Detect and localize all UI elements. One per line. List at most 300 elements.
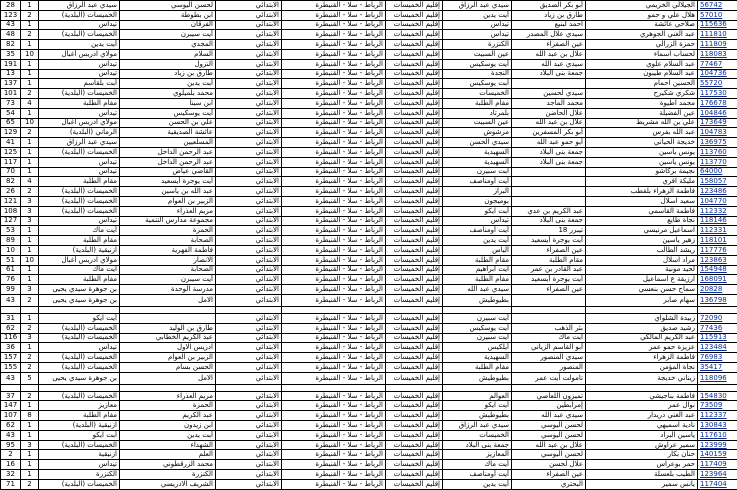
- commune-cell: الكنزرة: [39, 470, 120, 480]
- score-cell: 99: [1, 285, 21, 295]
- delegation-cell: إقليم الخميسات: [386, 470, 443, 480]
- score-cell: 116: [1, 333, 21, 343]
- delegation-cell: إقليم الخميسات: [386, 343, 443, 353]
- target-school-cell: محمد بلميلوي: [120, 89, 216, 99]
- code-cell: 2: [21, 30, 39, 40]
- origin-school-cell: جمعة بنى البلاد: [512, 147, 586, 157]
- employee-name-cell: يانس سمير: [586, 479, 698, 489]
- origin-school-cell: [512, 294, 586, 306]
- table-row: [1, 306, 737, 313]
- delegation-cell: إقليم الخميسات: [386, 147, 443, 157]
- region-cell: الرباط - سلا - القنيطرة: [282, 275, 386, 285]
- delegation-cell: إقليم الخميسات: [386, 372, 443, 384]
- target-school-cell: السلام: [120, 49, 216, 59]
- region-cell: الرباط - سلا - القنيطرة: [282, 226, 386, 236]
- region-cell: الرباط - سلا - القنيطرة: [282, 479, 386, 489]
- origin-school-cell: عبد الكريم بن عدي: [512, 206, 586, 216]
- origin-school-cell: علال لحسن: [512, 460, 586, 470]
- locality-cell: سيدي عبد الرزاق: [443, 1, 512, 11]
- target-school-cell: عبد الرحمن الداخل: [120, 157, 216, 167]
- record-id-cell[interactable]: 117404: [698, 479, 737, 489]
- target-school-cell: الزبير بن العوام: [120, 353, 216, 363]
- employee-name-cell: اسماعيل مرنيسي: [586, 226, 698, 236]
- delegation-cell: إقليم الخميسات: [386, 245, 443, 255]
- region-cell: الرباط - سلا - القنيطرة: [282, 187, 386, 197]
- origin-school-cell: عين الصفراء: [512, 470, 586, 480]
- origin-school-cell: [512, 187, 586, 197]
- region-cell: [282, 306, 386, 313]
- table-row: [1, 265, 737, 275]
- locality-cell: بوميجون: [443, 196, 512, 206]
- level-cell: الابتدائي: [216, 79, 282, 89]
- record-id-cell[interactable]: 123999: [698, 440, 737, 450]
- record-id-cell[interactable]: 56742: [698, 1, 737, 11]
- level-cell: الابتدائي: [216, 118, 282, 128]
- delegation-cell: إقليم الخميسات: [386, 177, 443, 187]
- target-school-cell: محمد الزرقطوني: [120, 460, 216, 470]
- record-id-cell[interactable]: 64000: [698, 167, 737, 177]
- record-id-cell[interactable]: 35417: [698, 362, 737, 372]
- level-cell: الابتدائي: [216, 98, 282, 108]
- record-id-cell[interactable]: 154830: [698, 391, 737, 401]
- commune-cell: تيداس: [39, 216, 120, 226]
- employee-name-cell: نجاة طايع: [586, 216, 698, 226]
- table-row: [1, 79, 737, 89]
- delegation-cell: إقليم الخميسات: [386, 89, 443, 99]
- table-row: [1, 343, 737, 353]
- origin-school-cell: احمد لبنيع: [512, 20, 586, 30]
- score-cell: 123: [1, 10, 21, 20]
- table-row: [1, 333, 737, 343]
- table-body: [1, 1, 737, 490]
- score-cell: 127: [1, 216, 21, 226]
- score-cell: 62: [1, 421, 21, 431]
- record-id-cell[interactable]: 113760: [698, 147, 737, 157]
- table-row: [1, 255, 737, 265]
- origin-school-cell: بئر الذهب: [512, 323, 586, 333]
- score-cell: 71: [1, 479, 21, 489]
- employee-name-cell: ريشد الطالب: [586, 245, 698, 255]
- target-school-cell: العلم: [120, 450, 216, 460]
- record-id-cell[interactable]: 118101: [698, 236, 737, 246]
- origin-school-cell: أبو بكر الصديق: [512, 1, 586, 11]
- level-cell: الابتدائي: [216, 343, 282, 353]
- target-school-cell: أيت يوسكيس: [120, 108, 216, 118]
- record-id-cell[interactable]: 104783: [698, 128, 737, 138]
- record-id-cell[interactable]: 123964: [698, 470, 737, 480]
- origin-school-cell: لحسن اليوسي: [512, 430, 586, 440]
- commune-cell: مقام الطلبة: [39, 275, 120, 285]
- region-cell: الرباط - سلا - القنيطرة: [282, 108, 386, 118]
- record-id-cell[interactable]: 117530: [698, 89, 737, 99]
- region-cell: الرباط - سلا - القنيطرة: [282, 89, 386, 99]
- target-school-cell: فاطمة الفهرية: [120, 245, 216, 255]
- region-cell: الرباط - سلا - القنيطرة: [282, 30, 386, 40]
- employee-name-cell: عبد السلام طيبون: [586, 69, 698, 79]
- record-id-cell[interactable]: 154948: [698, 265, 737, 275]
- record-id-cell[interactable]: 55720: [698, 79, 737, 89]
- region-cell: الرباط - سلا - القنيطرة: [282, 440, 386, 450]
- origin-school-cell: مقام الطلبة: [512, 255, 586, 265]
- record-id-cell[interactable]: 118096: [698, 372, 737, 384]
- record-id-cell[interactable]: 123486: [698, 187, 737, 197]
- region-cell: الرباط - سلا - القنيطرة: [282, 401, 386, 411]
- origin-school-cell: أبو حمو عبد الله: [512, 138, 586, 148]
- region-cell: الرباط - سلا - القنيطرة: [282, 245, 386, 255]
- delegation-cell: إقليم الخميسات: [386, 138, 443, 148]
- record-id-cell[interactable]: 117776: [698, 245, 737, 255]
- level-cell: الابتدائي: [216, 147, 282, 157]
- record-id-cell[interactable]: 118083: [698, 49, 737, 59]
- locality-cell: عين السبيت: [443, 118, 512, 128]
- table-row: [1, 450, 737, 460]
- score-cell: 2: [1, 450, 21, 460]
- employee-name-cell: فاطمة القاسمي: [586, 206, 698, 216]
- table-row: [1, 226, 737, 236]
- target-school-cell: النزول: [120, 59, 216, 69]
- score-cell: 82: [1, 177, 21, 187]
- score-cell: 43: [1, 20, 21, 30]
- record-id-cell[interactable]: 117610: [698, 430, 737, 440]
- delegation-cell: إقليم الخميسات: [386, 79, 443, 89]
- record-id-cell[interactable]: 113770: [698, 157, 737, 167]
- record-id-cell[interactable]: 140159: [698, 450, 737, 460]
- employee-name-cell: عين الفضيلة: [586, 108, 698, 118]
- record-id-cell[interactable]: 118146: [698, 216, 737, 226]
- employee-name-cell: سعيد اسلال: [586, 196, 698, 206]
- origin-school-cell: تامولت أيت عمر: [512, 372, 586, 384]
- locality-cell: أيت يدين: [443, 236, 512, 246]
- score-cell: 191: [1, 59, 21, 69]
- employee-name-cell: حنان بكار: [586, 450, 698, 460]
- record-id-cell[interactable]: 76983: [698, 353, 737, 363]
- delegation-cell: إقليم الخميسات: [386, 391, 443, 401]
- employee-name-cell: يونس ياسين: [586, 147, 698, 157]
- region-cell: [282, 384, 386, 391]
- code-cell: 10: [21, 49, 39, 59]
- level-cell: الابتدائي: [216, 265, 282, 275]
- code-cell: 1: [21, 69, 39, 79]
- level-cell: الابتدائي: [216, 440, 282, 450]
- table-row: [1, 138, 737, 148]
- score-cell: 32: [1, 470, 21, 480]
- region-cell: الرباط - سلا - القنيطرة: [282, 167, 386, 177]
- region-cell: الرباط - سلا - القنيطرة: [282, 69, 386, 79]
- commune-cell: أيت يدين: [39, 40, 120, 50]
- commune-cell: مقام الطلبة: [39, 236, 120, 246]
- origin-school-cell: سيدي عبد الله: [512, 411, 586, 421]
- target-school-cell: ابن سينا: [120, 98, 216, 108]
- commune-cell: الخميسات (البلدية): [39, 391, 120, 401]
- locality-cell: [443, 306, 512, 313]
- table-row: [1, 89, 737, 99]
- level-cell: الابتدائي: [216, 245, 282, 255]
- employee-name-cell: [586, 306, 698, 313]
- commune-cell: الخميسات (البلدية): [39, 196, 120, 206]
- target-school-cell: عائشة الصديقية: [120, 128, 216, 138]
- origin-school-cell: [512, 196, 586, 206]
- level-cell: الابتدائي: [216, 40, 282, 50]
- delegation-cell: إقليم الخميسات: [386, 362, 443, 372]
- origin-school-cell: عين الصفراء: [512, 285, 586, 295]
- record-id-cell[interactable]: 112331: [698, 226, 737, 236]
- level-cell: الابتدائي: [216, 313, 282, 323]
- table-row: [1, 59, 737, 69]
- delegation-cell: إقليم الخميسات: [386, 275, 443, 285]
- code-cell: 1: [21, 79, 39, 89]
- record-id-cell[interactable]: 77467: [698, 59, 737, 69]
- score-cell: 61: [1, 265, 21, 275]
- locality-cell: بطيوطيش: [443, 372, 512, 384]
- code-cell: 1: [21, 108, 39, 118]
- locality-cell: مقام الطلبة: [443, 275, 512, 285]
- locality-cell: أيت ايكو: [443, 401, 512, 411]
- record-id-cell[interactable]: 104846: [698, 108, 737, 118]
- score-cell: 108: [1, 206, 21, 216]
- score-cell: 31: [1, 313, 21, 323]
- locality-cell: سيدي عبد الله: [443, 285, 512, 295]
- delegation-cell: [386, 384, 443, 391]
- score-cell: 125: [1, 147, 21, 157]
- locality-cell: مقام الطلبة: [443, 255, 512, 265]
- origin-school-cell: [512, 79, 586, 89]
- record-id-cell[interactable]: 176678: [698, 98, 737, 108]
- locality-cell: أيت أومناصف: [443, 470, 512, 480]
- level-cell: الابتدائي: [216, 128, 282, 138]
- record-id-cell[interactable]: 115636: [698, 20, 737, 30]
- locality-cell: أيت يوسكيس: [443, 59, 512, 69]
- origin-school-cell: [512, 384, 586, 391]
- commune-cell: الخميسات (البلدية): [39, 30, 120, 40]
- score-cell: 37: [1, 391, 21, 401]
- locality-cell: البراز: [443, 187, 512, 197]
- delegation-cell: إقليم الخميسات: [386, 1, 443, 11]
- region-cell: الرباط - سلا - القنيطرة: [282, 138, 386, 148]
- code-cell: 1: [21, 245, 39, 255]
- level-cell: الابتدائي: [216, 333, 282, 343]
- table-row: [1, 440, 737, 450]
- code-cell: 1: [21, 138, 39, 148]
- code-cell: 3: [21, 440, 39, 450]
- origin-school-cell: أيت ماك: [512, 333, 586, 343]
- table-row: [1, 108, 737, 118]
- code-cell: 1: [21, 1, 39, 11]
- record-id-cell[interactable]: 168091: [698, 275, 737, 285]
- commune-cell: الخميسات (البلدية): [39, 89, 120, 99]
- record-id-cell: [698, 384, 737, 391]
- region-cell: الرباط - سلا - القنيطرة: [282, 177, 386, 187]
- level-cell: الابتدائي: [216, 450, 282, 460]
- table-row: [1, 313, 737, 323]
- record-id-cell[interactable]: 112332: [698, 206, 737, 216]
- level-cell: الابتدائي: [216, 108, 282, 118]
- origin-school-cell: جمعة بنى البلاد: [512, 216, 586, 226]
- origin-school-cell: أيت يوجرة أيسعيد: [512, 275, 586, 285]
- table-row: [1, 236, 737, 246]
- code-cell: [21, 306, 39, 313]
- code-cell: 1: [21, 450, 39, 460]
- level-cell: الابتدائي: [216, 479, 282, 489]
- score-cell: 95: [1, 440, 21, 450]
- level-cell: الابتدائي: [216, 1, 282, 11]
- region-cell: الرباط - سلا - القنيطرة: [282, 470, 386, 480]
- origin-school-cell: سيدي عبد الله: [512, 59, 586, 69]
- locality-cell: أيت يوسكيس: [443, 79, 512, 89]
- locality-cell: العوالم: [443, 391, 512, 401]
- code-cell: 3: [21, 196, 39, 206]
- table-row: [1, 245, 737, 255]
- commune-cell: تيداس: [39, 167, 120, 177]
- level-cell: الابتدائي: [216, 138, 282, 148]
- level-cell: الابتدائي: [216, 30, 282, 40]
- delegation-cell: [386, 306, 443, 313]
- employee-name-cell: لحساب اسماء: [586, 49, 698, 59]
- commune-cell: تيداس: [39, 69, 120, 79]
- employee-name-cell: حمر بوعراس: [586, 460, 698, 470]
- region-cell: الرباط - سلا - القنيطرة: [282, 460, 386, 470]
- locality-cell: أيت أومناصف: [443, 177, 512, 187]
- code-cell: 1: [21, 157, 39, 167]
- record-id-cell[interactable]: 115913: [698, 333, 737, 343]
- employee-name-cell: سهام صابر: [586, 294, 698, 306]
- table-row: [1, 40, 737, 50]
- commune-cell: تيداس: [39, 59, 120, 69]
- delegation-cell: إقليم الخميسات: [386, 167, 443, 177]
- delegation-cell: إقليم الخميسات: [386, 226, 443, 236]
- record-id-cell[interactable]: 73509: [698, 401, 737, 411]
- origin-school-cell: سيدي لحسين: [512, 89, 586, 99]
- region-cell: الرباط - سلا - القنيطرة: [282, 450, 386, 460]
- origin-school-cell: [512, 167, 586, 177]
- commune-cell: تيداس: [39, 108, 120, 118]
- delegation-cell: إقليم الخميسات: [386, 206, 443, 216]
- commune-cell: الخميسات (البلدية): [39, 206, 120, 216]
- target-school-cell: أيت يدين: [120, 79, 216, 89]
- origin-school-cell: [512, 313, 586, 323]
- record-id-cell[interactable]: 57010: [698, 10, 737, 20]
- locality-cell: سيدي الحسن: [443, 138, 512, 148]
- record-id-cell[interactable]: 136798: [698, 294, 737, 306]
- code-cell: 1: [21, 40, 39, 50]
- commune-cell: الرماني (البلدية): [39, 128, 120, 138]
- level-cell: الابتدائي: [216, 167, 282, 177]
- record-id-cell[interactable]: 104770: [698, 196, 737, 206]
- code-cell: 2: [21, 187, 39, 197]
- level-cell: الابتدائي: [216, 430, 282, 440]
- origin-school-cell: لحسن اليوسي: [512, 450, 586, 460]
- delegation-cell: إقليم الخميسات: [386, 20, 443, 30]
- origin-school-cell: تميزون اللعاصي: [512, 391, 586, 401]
- employee-name-cell: نوال عمر: [586, 401, 698, 411]
- region-cell: الرباط - سلا - القنيطرة: [282, 294, 386, 306]
- employee-name-cell: يونس ياسين: [586, 157, 698, 167]
- level-cell: الابتدائي: [216, 59, 282, 69]
- target-school-cell: الحمزة: [120, 226, 216, 236]
- record-id-cell[interactable]: 112337: [698, 411, 737, 421]
- employee-name-cell: شكري شكيرح: [586, 89, 698, 99]
- code-cell: 4: [21, 177, 39, 187]
- record-id-cell[interactable]: 104736: [698, 69, 737, 79]
- region-cell: الرباط - سلا - القنيطرة: [282, 362, 386, 372]
- record-id-cell[interactable]: 173649: [698, 118, 737, 128]
- origin-school-cell: أبو بكر المسفرين: [512, 128, 586, 138]
- level-cell: الابتدائي: [216, 69, 282, 79]
- region-cell: الرباط - سلا - القنيطرة: [282, 10, 386, 20]
- region-cell: الرباط - سلا - القنيطرة: [282, 196, 386, 206]
- region-cell: الرباط - سلا - القنيطرة: [282, 265, 386, 275]
- code-cell: 1: [21, 343, 39, 353]
- table-row: [1, 479, 737, 489]
- score-cell: [1, 306, 21, 313]
- level-cell: الابتدائي: [216, 196, 282, 206]
- delegation-cell: إقليم الخميسات: [386, 411, 443, 421]
- record-id-cell[interactable]: 111809: [698, 40, 737, 50]
- employee-name-cell: رشيد صديق: [586, 323, 698, 333]
- commune-cell: مقام الطلبة: [39, 411, 120, 421]
- code-cell: 10: [21, 255, 39, 265]
- region-cell: الرباط - سلا - القنيطرة: [282, 79, 386, 89]
- level-cell: الابتدائي: [216, 460, 282, 470]
- target-school-cell: مدرسة الوحدة: [120, 285, 216, 295]
- table-row: [1, 167, 737, 177]
- score-cell: 89: [1, 236, 21, 246]
- score-cell: 13: [1, 69, 21, 79]
- commune-cell: أيت ايكو: [39, 313, 120, 323]
- score-cell: 137: [1, 79, 21, 89]
- employee-name-cell: نجاة المؤمن: [586, 362, 698, 372]
- employee-name-cell: عبد السلام علوي: [586, 59, 698, 69]
- score-cell: 28: [1, 1, 21, 11]
- code-cell: 1: [21, 226, 39, 236]
- region-cell: الرباط - سلا - القنيطرة: [282, 323, 386, 333]
- region-cell: الرباط - سلا - القنيطرة: [282, 313, 386, 323]
- locality-cell: أيت يدين: [443, 10, 512, 20]
- origin-school-cell: علال بن عبد الله: [512, 49, 586, 59]
- score-cell: 35: [1, 49, 21, 59]
- table-row: [1, 30, 737, 40]
- record-id-cell[interactable]: 117409: [698, 460, 737, 470]
- region-cell: الرباط - سلا - القنيطرة: [282, 206, 386, 216]
- target-school-cell: [120, 384, 216, 391]
- locality-cell: أيت ماك: [443, 460, 512, 470]
- delegation-cell: إقليم الخميسات: [386, 118, 443, 128]
- level-cell: الابتدائي: [216, 226, 282, 236]
- record-id-cell[interactable]: 111810: [698, 30, 737, 40]
- target-school-cell: الكنزرة: [120, 470, 216, 480]
- commune-cell: أيت ماك: [39, 265, 120, 275]
- record-id-cell[interactable]: 130843: [698, 421, 737, 431]
- target-school-cell: الامل: [120, 372, 216, 384]
- record-id-cell[interactable]: 158057: [698, 177, 737, 187]
- record-id-cell[interactable]: 72090: [698, 313, 737, 323]
- delegation-cell: إقليم الخميسات: [386, 157, 443, 167]
- table-row: [1, 1, 737, 11]
- locality-cell: أيت ايكو: [443, 206, 512, 216]
- record-id-cell[interactable]: 123484: [698, 343, 737, 353]
- origin-school-cell: تيبرر 18: [512, 226, 586, 236]
- locality-cell: أيت سبيرن: [443, 313, 512, 323]
- commune-cell: مقام الطلبة: [39, 177, 120, 187]
- commune-cell: ازنيقية (البلدية): [39, 421, 120, 431]
- record-id-cell[interactable]: 20828: [698, 285, 737, 295]
- employee-name-cell: فاطمة الزهراء بلقطب: [586, 187, 698, 197]
- code-cell: 8: [21, 411, 39, 421]
- record-id-cell[interactable]: 123863: [698, 255, 737, 265]
- record-id-cell[interactable]: 136975: [698, 138, 737, 148]
- record-id-cell[interactable]: 77436: [698, 323, 737, 333]
- commune-cell: الخميسات (البلدية): [39, 333, 120, 343]
- score-cell: 54: [1, 108, 21, 118]
